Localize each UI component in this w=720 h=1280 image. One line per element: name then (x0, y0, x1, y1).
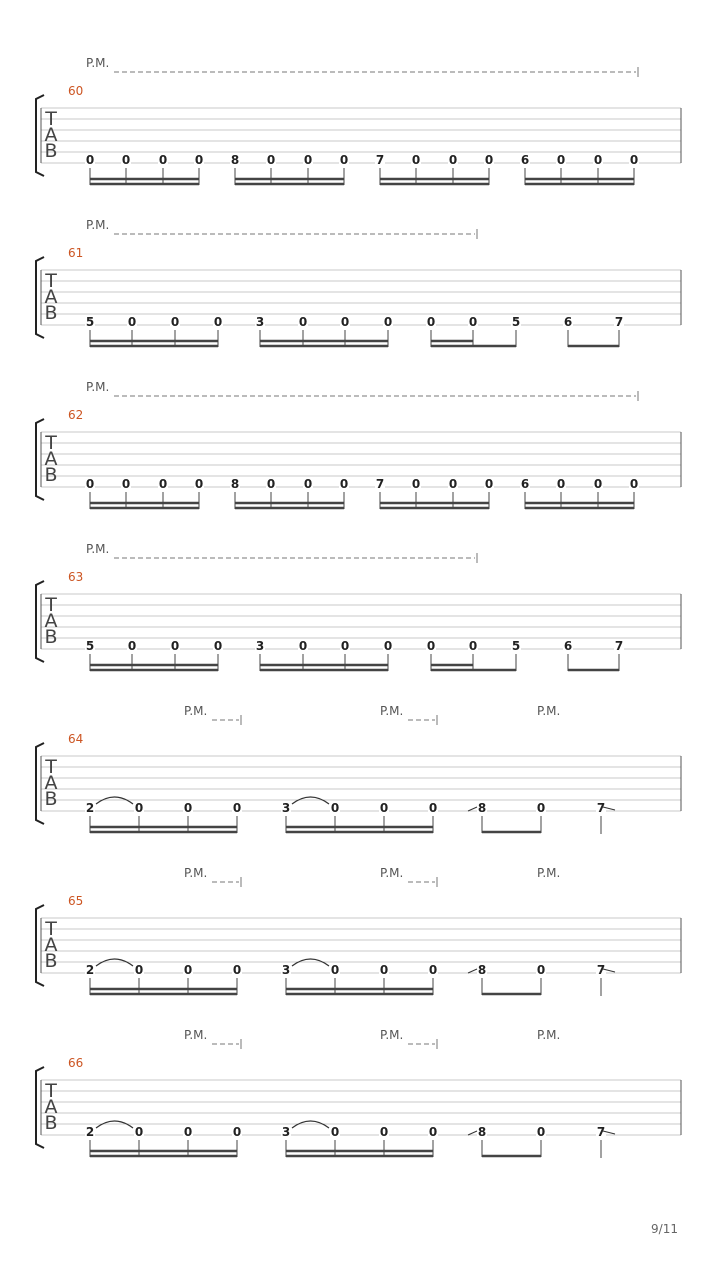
fret-number: 0 (411, 153, 421, 167)
system-64 (36, 704, 681, 834)
fret-number: 7 (375, 153, 385, 167)
fret-number: 0 (134, 801, 144, 815)
system-65 (36, 866, 681, 996)
fret-number: 0 (266, 153, 276, 167)
fret-number: 7 (614, 639, 624, 653)
fret-number: 0 (183, 1125, 193, 1139)
fret-number: 0 (183, 801, 193, 815)
staff-bracket (36, 95, 44, 176)
fret-number: 3 (281, 801, 291, 815)
palm-mute-label: P.M. (380, 704, 404, 718)
fret-number: 8 (230, 477, 240, 491)
staff-bracket (36, 743, 44, 824)
fret-number: 0 (127, 315, 137, 329)
fret-number: 0 (85, 477, 95, 491)
fret-number: 6 (520, 477, 530, 491)
fret-number: 0 (85, 153, 95, 167)
fret-number: 0 (484, 477, 494, 491)
fret-number: 0 (213, 315, 223, 329)
measure-number: 66 (68, 1056, 84, 1070)
tab-clef-letter: B (44, 302, 58, 324)
fret-number: 0 (383, 639, 393, 653)
palm-mute-label: P.M. (184, 704, 208, 718)
palm-mute-label: P.M. (86, 542, 110, 556)
fret-number: 0 (232, 801, 242, 815)
fret-number: 0 (426, 639, 436, 653)
palm-mute-label: P.M. (537, 1028, 561, 1042)
fret-number: 0 (298, 315, 308, 329)
fret-number: 8 (477, 801, 487, 815)
fret-number: 0 (194, 153, 204, 167)
measure-number: 60 (68, 84, 84, 98)
fret-number: 0 (298, 639, 308, 653)
fret-number: 0 (303, 477, 313, 491)
fret-number: 0 (170, 315, 180, 329)
tab-clef-letter: A (44, 448, 58, 470)
fret-number: 0 (428, 963, 438, 977)
palm-mute-label: P.M. (86, 380, 110, 394)
tab-clef-letter: T (45, 918, 57, 940)
fret-number: 7 (375, 477, 385, 491)
system-61 (36, 218, 681, 347)
palm-mute-label: P.M. (537, 866, 561, 880)
tab-clef-letter: B (44, 626, 58, 648)
fret-number: 0 (448, 153, 458, 167)
fret-number: 5 (85, 639, 95, 653)
fret-number: 0 (556, 477, 566, 491)
measure-number: 62 (68, 408, 84, 422)
slide-in (468, 1131, 477, 1135)
fret-number: 0 (213, 639, 223, 653)
tab-clef-letter: B (44, 788, 58, 810)
fret-number: 2 (85, 1125, 95, 1139)
page-number: 9/11 (651, 1222, 678, 1236)
fret-number: 0 (340, 639, 350, 653)
fret-number: 2 (85, 963, 95, 977)
staff-bracket (36, 1067, 44, 1148)
slide-in (468, 807, 477, 811)
staff-bracket (36, 581, 44, 662)
system-62 (36, 380, 681, 509)
tab-clef-letter: T (45, 108, 57, 130)
fret-number: 0 (127, 639, 137, 653)
tab-clef-letter: A (44, 934, 58, 956)
fret-number: 3 (281, 1125, 291, 1139)
fret-number: 8 (477, 1125, 487, 1139)
fret-number: 0 (232, 1125, 242, 1139)
fret-number: 0 (330, 801, 340, 815)
tab-clef-letter: T (45, 432, 57, 454)
fret-number: 0 (411, 477, 421, 491)
fret-number: 0 (383, 315, 393, 329)
fret-number: 0 (303, 153, 313, 167)
tab-clef-letter: B (44, 950, 58, 972)
tab-clef-letter: T (45, 594, 57, 616)
fret-number: 8 (477, 963, 487, 977)
tab-clef-letter: T (45, 270, 57, 292)
fret-number: 0 (183, 963, 193, 977)
tab-clef-letter: T (45, 1080, 57, 1102)
fret-number: 0 (158, 477, 168, 491)
fret-number: 0 (556, 153, 566, 167)
system-66 (36, 1028, 681, 1158)
fret-number: 5 (85, 315, 95, 329)
fret-number: 0 (134, 1125, 144, 1139)
fret-number: 0 (170, 639, 180, 653)
fret-number: 0 (134, 963, 144, 977)
fret-number: 5 (511, 315, 521, 329)
staff-bracket (36, 905, 44, 986)
tab-clef-letter: T (45, 756, 57, 778)
fret-number: 7 (596, 963, 606, 977)
system-60 (36, 56, 681, 185)
measure-number: 64 (68, 732, 84, 746)
fret-number: 0 (266, 477, 276, 491)
fret-number: 0 (536, 801, 546, 815)
fret-number: 7 (614, 315, 624, 329)
tab-clef-letter: B (44, 1112, 58, 1134)
fret-number: 0 (428, 801, 438, 815)
tab-clef-letter: B (44, 464, 58, 486)
tab-clef-letter: A (44, 286, 58, 308)
palm-mute-label: P.M. (184, 866, 208, 880)
tab-clef-letter: A (44, 124, 58, 146)
fret-number: 0 (339, 477, 349, 491)
fret-number: 0 (379, 963, 389, 977)
fret-number: 0 (536, 963, 546, 977)
palm-mute-label: P.M. (184, 1028, 208, 1042)
measure-number: 63 (68, 570, 84, 584)
fret-number: 0 (426, 315, 436, 329)
fret-number: 0 (232, 963, 242, 977)
fret-number: 0 (629, 153, 639, 167)
fret-number: 8 (230, 153, 240, 167)
fret-number: 0 (484, 153, 494, 167)
palm-mute-label: P.M. (380, 866, 404, 880)
fret-number: 6 (520, 153, 530, 167)
fret-number: 6 (563, 315, 573, 329)
measure-number: 65 (68, 894, 84, 908)
fret-number: 0 (428, 1125, 438, 1139)
fret-number: 0 (194, 477, 204, 491)
fret-number: 0 (330, 1125, 340, 1139)
fret-number: 0 (448, 477, 458, 491)
fret-number: 0 (340, 315, 350, 329)
fret-number: 0 (379, 801, 389, 815)
palm-mute-label: P.M. (380, 1028, 404, 1042)
fret-number: 5 (511, 639, 521, 653)
tab-clef-letter: A (44, 1096, 58, 1118)
fret-number: 0 (593, 477, 603, 491)
measure-number: 61 (68, 246, 84, 260)
tab-clef-letter: A (44, 610, 58, 632)
fret-number: 0 (468, 315, 478, 329)
fret-number: 0 (593, 153, 603, 167)
fret-number: 0 (339, 153, 349, 167)
fret-number: 2 (85, 801, 95, 815)
fret-number: 6 (563, 639, 573, 653)
fret-number: 3 (255, 315, 265, 329)
staff-bracket (36, 257, 44, 338)
fret-number: 0 (379, 1125, 389, 1139)
fret-number: 0 (536, 1125, 546, 1139)
palm-mute-label: P.M. (86, 56, 110, 70)
fret-number: 0 (330, 963, 340, 977)
fret-number: 3 (255, 639, 265, 653)
palm-mute-label: P.M. (537, 704, 561, 718)
slide-in (468, 969, 477, 973)
fret-number: 3 (281, 963, 291, 977)
fret-number: 7 (596, 801, 606, 815)
fret-number: 0 (468, 639, 478, 653)
fret-number: 7 (596, 1125, 606, 1139)
tab-clef-letter: B (44, 140, 58, 162)
fret-number: 0 (629, 477, 639, 491)
staff-bracket (36, 419, 44, 500)
system-63 (36, 542, 681, 671)
fret-number: 0 (121, 153, 131, 167)
fret-number: 0 (121, 477, 131, 491)
tab-clef-letter: A (44, 772, 58, 794)
palm-mute-label: P.M. (86, 218, 110, 232)
fret-number: 0 (158, 153, 168, 167)
